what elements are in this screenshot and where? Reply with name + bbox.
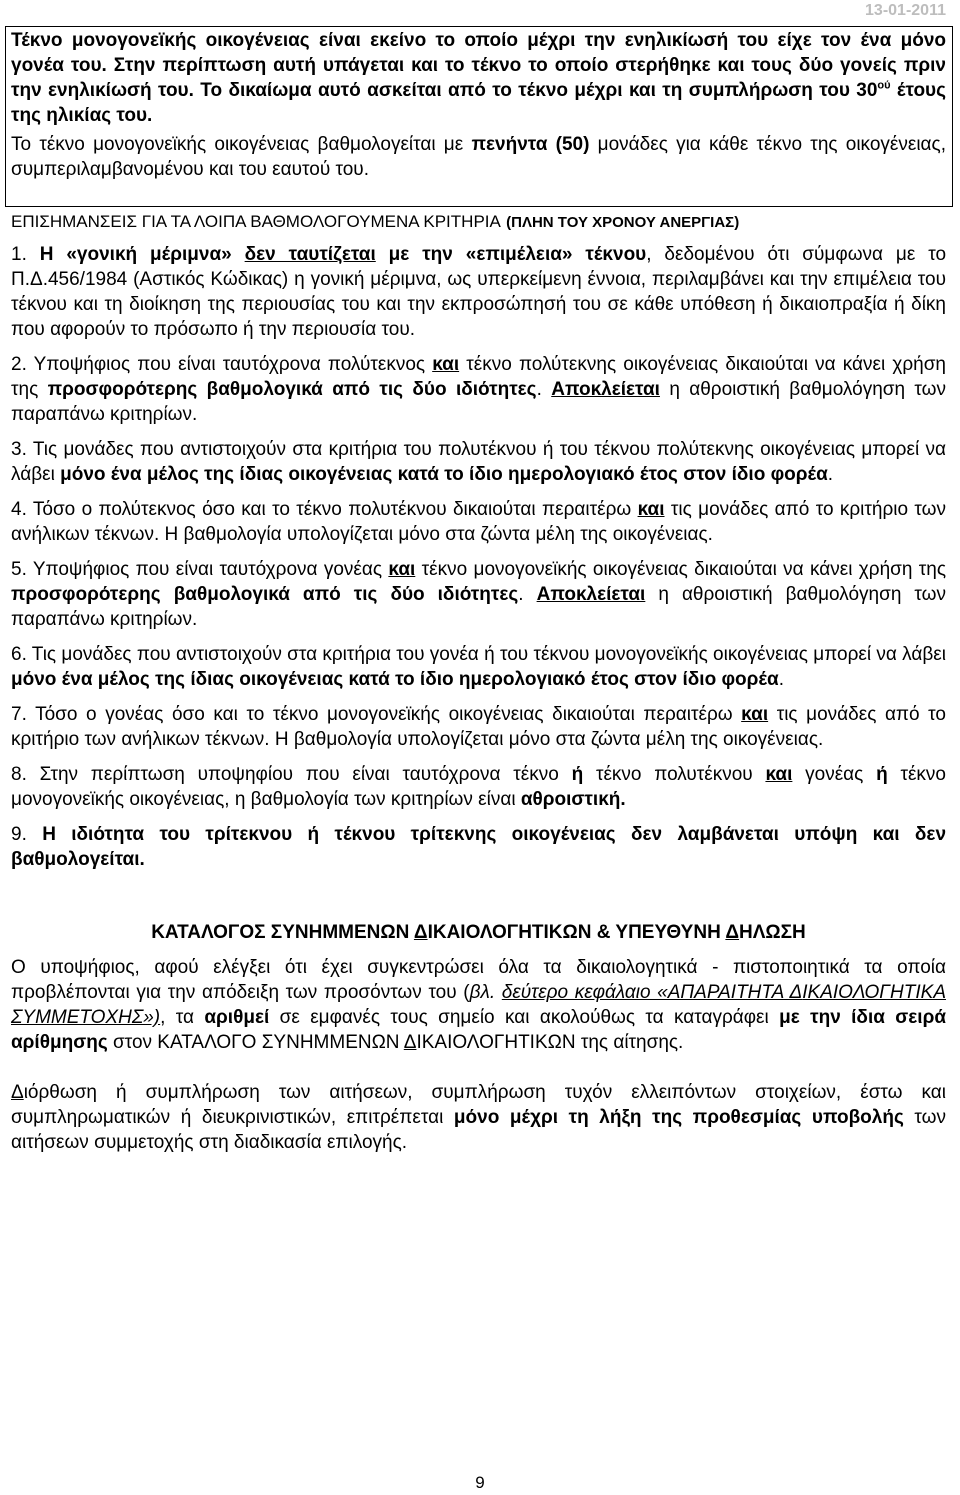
page-body (11, 28, 946, 1155)
note-1: 1. Η «γονική μέριμνα» δεν ταυτίζεται με την «επιμέλεια» τέκνου, δεδομένου ότι σύμφωνα με το Π.Δ.456/1984 (Αστικός Κώδικας) η γονική μέριμνα, ως υπερκείμενη έννοια, περιλαμβάνει και την επιμέλεια του τέκνου και τη διοίκηση της περιουσίας του και την εκπροσώπησή του σε κάθε υπόθεση ή δικαιοπραξία ή δίκη που αφορούν το πρόσωπο ή την περιουσία του. (11, 244, 947, 340)
header-date: 13-01-2011 (865, 2, 946, 19)
page-number: 9 (475, 1473, 485, 1492)
note-2: 2. Υποψήφιος που είναι ταυτόχρονα πολύτεκνος και τέκνο πολύτεκνης οικογένειας δικαιούται να κάνει χρήση της προσφορότερης βαθμολογικά από τις δύο ιδιότητες. Αποκλείεται η αθροιστική βαθμολόγηση των παραπάνω κριτηρίων. (11, 354, 946, 425)
note-4: 4. Τόσο ο πολύτεκνος όσο και το τέκνο πολυτέκνου δικαιούται περαιτέρω και τις μονάδες από το κριτήριο των ανήλικων τέκνων. Η βαθμολογία υπολογίζεται μόνο στα ζώντα μέλη της οικογένειας. (11, 499, 946, 545)
catalog-paragraph-1: Ο υποψήφιος, αφού ελέγξει ότι έχει συγκεντρώσει όλα τα δικαιολογητικά - πιστοποιητικά τα οποία προβλέπονται για την απόδειξη των προσόντων του (βλ. δεύτερο κεφάλαιο «ΑΠΑΡΑΙΤΗΤΑ ΔΙΚΑΙΟΛΟΓΗΤΙΚΑ ΣΥΜΜΕΤΟΧΗΣ»), τα αριθμεί σε εμφανές τους σημείο και ακολούθως τα καταγράφει με την ίδια σειρά αρίθμησης στον ΚΑΤΑΛΟΓΟ ΣΥΝΗΜΜΕΝΩΝ ΔΙΚΑΙΟΛΟΓΗΤΙΚΩΝ της αίτησης. (11, 957, 947, 1053)
notes-heading: ΕΠΙΣΗΜΑΝΣΕΙΣ ΓΙΑ ΤΑ ΛΟΙΠΑ ΒΑΘΜΟΛΟΓΟΥΜΕΝΑ ΚΡΙΤΗΡΙΑ (ΠΛΗΝ ΤΟΥ ΧΡΟΝΟΥ ΑΝΕΡΓΙΑΣ) (11, 212, 740, 231)
note-8: 8. Στην περίπτωση υποψηφίου που είναι ταυτόχρονα τέκνο ή τέκνο πολυτέκνου και γονέας ή τέκνο μονογονεϊκής οικογένειας, η βαθμολογία των κριτηρίων είναι αθροιστική. (11, 764, 946, 810)
note-6: 6. Τις μονάδες που αντιστοιχούν στα κριτήρια του γονέα ή του τέκνου μονογονεϊκής οικογένειας μπορεί να λάβει μόνο ένα μέλος της ίδιας οικογένειας κατά το ίδιο ημερολογιακό έτος στον ίδιο φορέα. (11, 644, 946, 690)
box-paragraph-points: Το τέκνο μονογονεϊκής οικογένειας βαθμολογείται με πενήντα (50) μονάδες για κάθε τέκνο της οικογένειας, συμπεριλαμβανομένου και του εαυτού του. (11, 134, 946, 180)
note-9: 9. Η ιδιότητα του τρίτεκνου ή τέκνου τρίτεκνης οικογένειας δεν λαμβάνεται υπόψη και δεν βαθμολογείται. (11, 824, 947, 870)
catalog-heading: ΚΑΤΑΛΟΓΟΣ ΣΥΝΗΜΜΕΝΩΝ ΔΙΚΑΙΟΛΟΓΗΤΙΚΩΝ & ΥΠΕΥΘΥΝΗ ΔΗΛΩΣΗ (151, 922, 806, 943)
note-3: 3. Τις μονάδες που αντιστοιχούν στα κριτήρια του πολυτέκνου ή του τέκνου πολύτεκνης οικογένειας μπορεί να λάβει μόνο ένα μέλος της ίδιας οικογένειας κατά το ίδιο ημερολογιακό έτος στον ίδιο φορέα. (11, 439, 946, 485)
note-5: 5. Υποψήφιος που είναι ταυτόχρονα γονέας και τέκνο μονογονεϊκής οικογένειας δικαιούται να κάνει χρήση της προσφορότερης βαθμολογικά από τις δύο ιδιότητες. Αποκλείεται η αθροιστική βαθμολόγηση των παραπάνω κριτηρίων. (11, 559, 946, 630)
box-paragraph-definition: Τέκνο μονογονεϊκής οικογένειας είναι εκείνο το οποίο μέχρι την ενηλικίωσή του είχε τον ένα μόνο γονέα του. Στην περίπτωση αυτή υπάγεται και το τέκνο το οποίο στερήθηκε και τους δύο γονείς πριν την ενηλικίωσή του. Το δικαίωμα αυτό ασκείται από το τέκνο μέχρι και τη συμπλήρωση του $30^{oύ}$ έτους της ηλικίας του. (11, 30, 946, 126)
note-7: 7. Τόσο ο γονέας όσο και το τέκνο μονογονεϊκής οικογένειας δικαιούται περαιτέρω και τις μονάδες από το κριτήριο των ανήλικων τέκνων. Η βαθμολογία υπολογίζεται μόνο στα ζώντα μέλη της οικογένειας. (11, 704, 946, 750)
catalog-paragraph-2: Διόρθωση ή συμπλήρωση των αιτήσεων, συμπλήρωση τυχόν ελλειπόντων στοιχείων, έστω και συμπληρωματικών ή διευκρινιστικών, επιτρέπεται μόνο μέχρι τη λήξη της προθεσμίας υποβολής των αιτήσεων συμμετοχής στη διαδικασία επιλογής. (11, 1082, 946, 1153)
